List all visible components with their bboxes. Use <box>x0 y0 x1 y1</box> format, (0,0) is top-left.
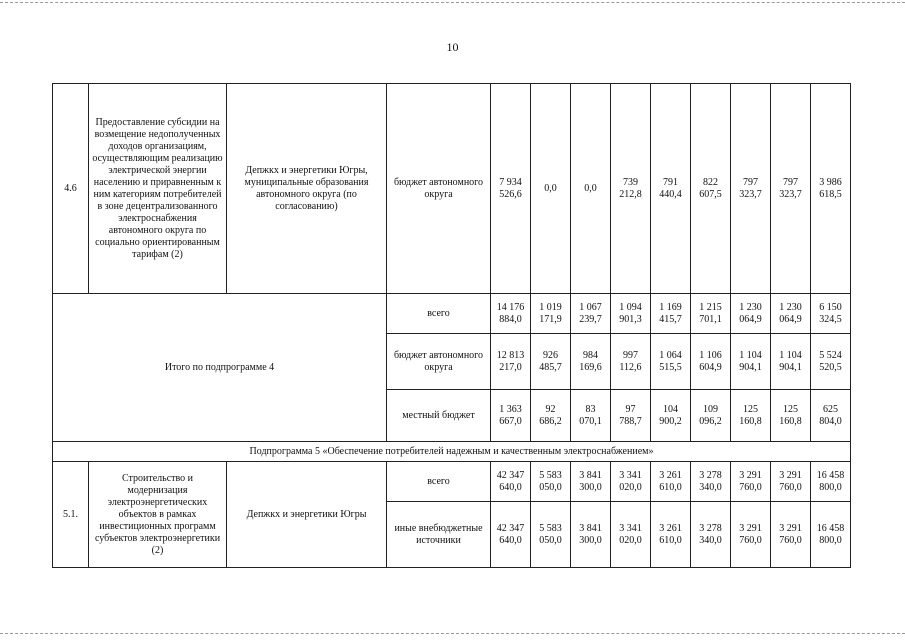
funding-source: всего <box>387 462 491 502</box>
funding-source: бюджет автономного округа <box>387 84 491 294</box>
value-cell: 3 291 760,0 <box>731 502 771 568</box>
funding-source: всего <box>387 294 491 334</box>
value-cell: 3 261 610,0 <box>651 462 691 502</box>
value-cell: 3 291 760,0 <box>731 462 771 502</box>
value-cell: 5 583 050,0 <box>531 502 571 568</box>
value-cell: 625 804,0 <box>811 390 851 442</box>
value-cell: 3 841 300,0 <box>571 502 611 568</box>
executor: Депжкх и энергетики Югры <box>227 462 387 568</box>
value-cell: 1 215 701,1 <box>691 294 731 334</box>
value-cell: 739 212,8 <box>611 84 651 294</box>
table-row <box>53 84 851 294</box>
funding-source: местный бюджет <box>387 390 491 442</box>
value-cell: 3 841 300,0 <box>571 462 611 502</box>
value-cell: 1 363 667,0 <box>491 390 531 442</box>
funding-source: иные внебюджетные источники <box>387 502 491 568</box>
value-cell: 83 070,1 <box>571 390 611 442</box>
budget-table <box>52 83 851 568</box>
value-cell: 797 323,7 <box>771 84 811 294</box>
executor: Депжкх и энергетики Югры, муниципальные образования автономного округа (по согласованию) <box>227 84 387 294</box>
value-cell: 5 524 520,5 <box>811 334 851 390</box>
scan-bottom-edge <box>0 633 905 634</box>
table-row <box>53 462 851 502</box>
value-cell: 42 347 640,0 <box>491 462 531 502</box>
value-cell: 797 323,7 <box>731 84 771 294</box>
value-cell: 16 458 800,0 <box>811 462 851 502</box>
value-cell: 16 458 800,0 <box>811 502 851 568</box>
measure-description: Строительство и модернизация электроэнергетических объектов в рамках инвестиционных программ субъектов электроэнергетики (2) <box>89 462 227 568</box>
value-cell: 0,0 <box>571 84 611 294</box>
page-number: 10 <box>446 40 459 54</box>
subprogram-header: Подпрограмма 5 «Обеспечение потребителей надежным и качественным электроснабжением» <box>53 442 851 462</box>
value-cell: 125 160,8 <box>771 390 811 442</box>
value-cell: 1 104 904,1 <box>771 334 811 390</box>
value-cell: 3 291 760,0 <box>771 462 811 502</box>
value-cell: 791 440,4 <box>651 84 691 294</box>
value-cell: 1 104 904,1 <box>731 334 771 390</box>
value-cell: 997 112,6 <box>611 334 651 390</box>
value-cell: 109 096,2 <box>691 390 731 442</box>
value-cell: 3 278 340,0 <box>691 462 731 502</box>
value-cell: 822 607,5 <box>691 84 731 294</box>
value-cell: 1 094 901,3 <box>611 294 651 334</box>
value-cell: 1 064 515,5 <box>651 334 691 390</box>
value-cell: 1 230 064,9 <box>731 294 771 334</box>
funding-source: бюджет автономного округа <box>387 334 491 390</box>
value-cell: 42 347 640,0 <box>491 502 531 568</box>
value-cell: 3 278 340,0 <box>691 502 731 568</box>
scan-top-edge <box>0 2 905 3</box>
row-number: 5.1. <box>53 462 89 568</box>
value-cell: 3 341 020,0 <box>611 502 651 568</box>
table-row <box>53 442 851 462</box>
value-cell: 5 583 050,0 <box>531 462 571 502</box>
subprogram-total-label: Итого по подпрограмме 4 <box>53 294 387 442</box>
value-cell: 97 788,7 <box>611 390 651 442</box>
value-cell: 3 986 618,5 <box>811 84 851 294</box>
value-cell: 1 067 239,7 <box>571 294 611 334</box>
value-cell: 0,0 <box>531 84 571 294</box>
value-cell: 1 230 064,9 <box>771 294 811 334</box>
value-cell: 14 176 884,0 <box>491 294 531 334</box>
value-cell: 7 934 526,6 <box>491 84 531 294</box>
value-cell: 1 106 604,9 <box>691 334 731 390</box>
value-cell: 1 169 415,7 <box>651 294 691 334</box>
value-cell: 92 686,2 <box>531 390 571 442</box>
value-cell: 3 261 610,0 <box>651 502 691 568</box>
value-cell: 125 160,8 <box>731 390 771 442</box>
table-row <box>53 294 851 334</box>
value-cell: 3 291 760,0 <box>771 502 811 568</box>
value-cell: 6 150 324,5 <box>811 294 851 334</box>
value-cell: 104 900,2 <box>651 390 691 442</box>
value-cell: 1 019 171,9 <box>531 294 571 334</box>
row-number: 4.6 <box>53 84 89 294</box>
value-cell: 926 485,7 <box>531 334 571 390</box>
value-cell: 3 341 020,0 <box>611 462 651 502</box>
measure-description: Предоставление субсидии на возмещение недополученных доходов организациям, осуществляющим реализацию электрической энергии населению и приравненным к ним категориям потребителей в зоне децентрализованного электроснабжения автономного округа по социально ориентированным тарифам (2) <box>89 84 227 294</box>
value-cell: 984 169,6 <box>571 334 611 390</box>
value-cell: 12 813 217,0 <box>491 334 531 390</box>
